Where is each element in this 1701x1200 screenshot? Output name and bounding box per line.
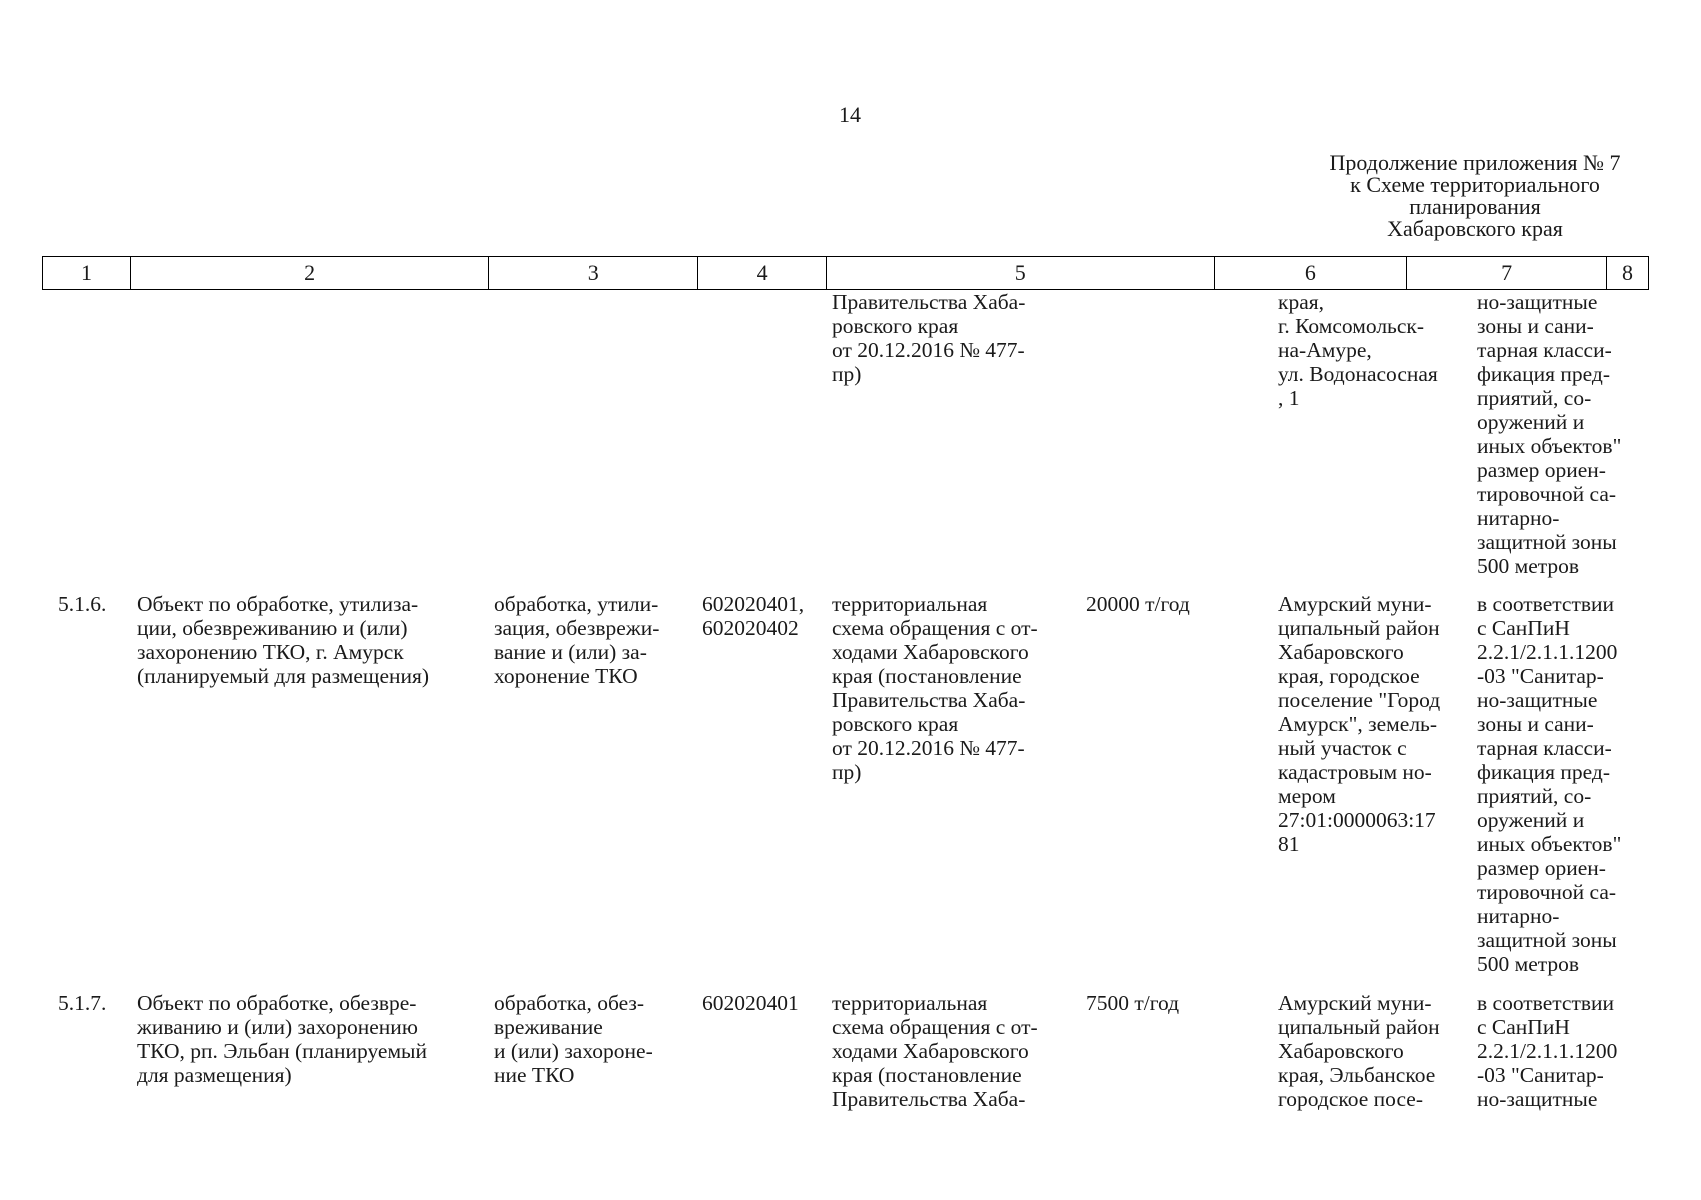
table-cell: Объект по обработке, утилиза- ции, обезвреживанию и (или) захоронению ТКО, г. Амурск (планируемый для размещения) <box>137 592 430 688</box>
table-cell: но-защитные зоны и сани- тарная класси- фикация пред- приятий, со- оружений и иных объектов" размер ориен- тировочной са- нитарно- защитной зоны 500 метров <box>1477 290 1622 578</box>
column-header: 6 <box>1215 257 1408 289</box>
table-cell: 7500 т/год <box>1086 991 1180 1015</box>
table-cell: края, г. Комсомольск- на-Амуре, ул. Водонасосная , 1 <box>1278 290 1438 410</box>
table-cell: в соответствии с СанПиН 2.2.1/2.1.1.1200 -03 "Санитар- но-защитные <box>1477 991 1618 1111</box>
table-cell: 20000 т/год <box>1086 592 1190 616</box>
appendix-note-line: к Схеме территориального <box>1350 172 1600 197</box>
table-cell: Амурский муни- ципальный район Хабаровского края, городское поселение "Город Амурск", земель- ный участок с кадастровым но- мером 27:01:0000063:17 81 <box>1278 592 1441 856</box>
appendix-note-line: Хабаровского края <box>1387 216 1563 241</box>
table-cell: Правительства Хаба- ровского края от 20.12.2016 № 477- пр) <box>832 290 1026 386</box>
table-cell: 602020401 <box>702 991 799 1015</box>
table-cell: Амурский муни- ципальный район Хабаровского края, Эльбанское городское посе- <box>1278 991 1440 1111</box>
table-cell: 5.1.7. <box>58 991 107 1015</box>
table-header-row <box>42 256 1649 290</box>
table-cell: в соответствии с СанПиН 2.2.1/2.1.1.1200 -03 "Санитар- но-защитные зоны и сани- тарная класси- фикация пред- приятий, со- оружений и иных объектов" размер ориен- тировочной са- нитарно- защитной зоны 500 метров <box>1477 592 1622 976</box>
column-header: 2 <box>131 257 490 289</box>
column-header: 4 <box>698 257 827 289</box>
appendix-note-line: Продолжение приложения № 7 <box>1329 150 1621 175</box>
table-cell: обработка, обез- вреживание и (или) захороне- ние ТКО <box>494 991 653 1087</box>
table-cell: территориальная схема обращения с от- ходами Хабаровского края (постановление Правительства Хаба- ровского края от 20.12.2016 № 477- пр) <box>832 592 1038 784</box>
table-cell: территориальная схема обращения с от- ходами Хабаровского края (постановление Правительства Хаба- <box>832 991 1038 1111</box>
table-cell: Объект по обработке, обезвре- живанию и (или) захоронению ТКО, рп. Эльбан (планируемый для размещения) <box>137 991 428 1087</box>
table-cell: 5.1.6. <box>58 592 107 616</box>
column-header: 3 <box>489 257 698 289</box>
appendix-note-line: планирования <box>1409 194 1541 219</box>
table-cell: 602020401, 602020402 <box>702 592 805 640</box>
table-cell: обработка, утили- зация, обезврежи- вание и (или) за- хоронение ТКО <box>494 592 660 688</box>
column-header: 7 <box>1407 257 1607 289</box>
column-header: 1 <box>43 257 131 289</box>
column-header: 5 <box>827 257 1215 289</box>
column-header: 8 <box>1622 260 1634 285</box>
page-number: 14 <box>839 102 861 127</box>
appendix-note <box>1290 152 1660 240</box>
